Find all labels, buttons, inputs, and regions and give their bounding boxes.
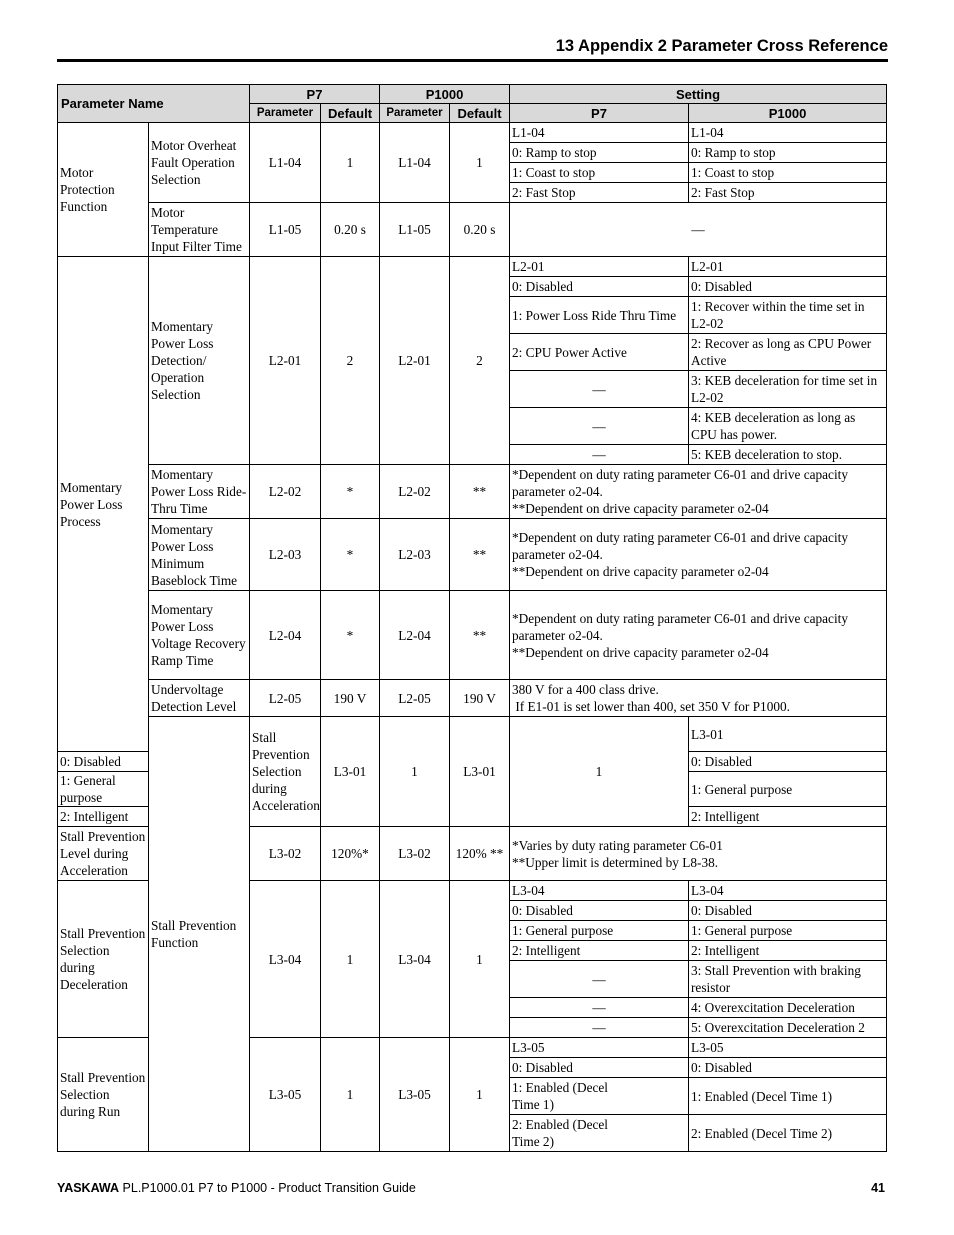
setting-p1000: 3: KEB deceleration for time set in L2-02 — [689, 371, 887, 408]
setting-p7: L3-05 — [510, 1038, 689, 1058]
setting-p1000: 3: Stall Prevention with braking resistor — [689, 961, 887, 998]
p1000-default-l1-05: 0.20 s — [450, 203, 510, 257]
setting-p1000: 5: KEB deceleration to stop. — [689, 445, 887, 465]
setting-p1000: 2: Intelligent — [689, 807, 887, 827]
setting-p7: — — [510, 961, 689, 998]
setting-note — [510, 591, 887, 680]
table-row — [58, 519, 887, 591]
header-setting-p7: P7 — [510, 104, 689, 123]
setting-note — [510, 680, 887, 717]
setting-p7: 0: Disabled — [510, 277, 689, 297]
group-motor-protection: Motor Protection Function — [58, 123, 149, 257]
p7-default-l2-02: * — [321, 465, 380, 519]
setting-p1000: 1: Coast to stop — [689, 163, 887, 183]
setting-p7: — — [510, 998, 689, 1018]
note-line: *Dependent on duty rating parameter C6-01 and drive capacity parameter o2-04. — [512, 467, 848, 499]
p7-param-l2-04: L2-04 — [250, 591, 321, 680]
note-line: **Upper limit is determined by L8-38. — [512, 854, 719, 870]
group-stall-prevention: Stall Prevention Function — [149, 717, 250, 1152]
setting-p7: 0: Ramp to stop — [510, 143, 689, 163]
group-momentary-power-loss: Momentary Power Loss Process — [58, 257, 149, 752]
setting-p7: L1-04 — [510, 123, 689, 143]
header-p7: P7 — [250, 85, 380, 104]
param-name-l3-02: Stall Prevention Level during Acceleration — [58, 827, 149, 881]
param-name-l2-05: Undervoltage Detection Level — [149, 680, 250, 717]
header-rule — [57, 59, 888, 62]
p1000-default-l2-04: ** — [450, 591, 510, 680]
setting-p7: 1: Coast to stop — [510, 163, 689, 183]
setting-p7: — — [510, 445, 689, 465]
setting-p1000: 2: Intelligent — [689, 941, 887, 961]
note-line: *Dependent on duty rating parameter C6-01 and drive capacity parameter o2-04. — [512, 610, 848, 643]
header-setting: Setting — [510, 85, 887, 104]
setting-p1000: 5: Overexcitation Deceleration 2 — [689, 1018, 887, 1038]
page-title: 13 Appendix 2 Parameter Cross Reference — [555, 37, 888, 55]
header-p1000-parameter: Parameter — [380, 104, 450, 123]
p1000-default-l1-04: 1 — [450, 123, 510, 203]
setting-p7: 1: General purpose — [510, 921, 689, 941]
table-row — [58, 591, 887, 680]
param-name-l3-05: Stall Prevention Selection during Run — [58, 1038, 149, 1152]
setting-p7: L2-01 — [510, 257, 689, 277]
table-row — [58, 680, 887, 717]
setting-p7: 2: Intelligent — [58, 807, 149, 827]
setting-p1000: 0: Disabled — [689, 901, 887, 921]
p7-default-l3-05: 1 — [321, 1038, 380, 1152]
note-line: If E1-01 is set lower than 400, set 350 V for P1000. — [512, 699, 790, 714]
p7-default-l2-04: * — [321, 591, 380, 680]
p1000-param-l2-01: L2-01 — [380, 257, 450, 465]
setting-p1000: L3-05 — [689, 1038, 887, 1058]
p1000-default-l3-02: 120% ** — [450, 827, 510, 881]
param-name-l3-04: Stall Prevention Selection during Deceleration — [58, 881, 149, 1038]
page-number: 41 — [871, 1181, 885, 1195]
p7-param-l1-04: L1-04 — [250, 123, 321, 203]
note-line: 380 V for a 400 class drive. — [512, 682, 659, 697]
setting-p7: 1: Power Loss Ride Thru Time — [510, 297, 689, 334]
setting-p1000: L2-01 — [689, 257, 887, 277]
p7-default-l2-03: * — [321, 519, 380, 591]
setting-p1000: 1: General purpose — [689, 772, 887, 807]
setting-p1000: 1: Enabled (Decel Time 1) — [689, 1078, 887, 1115]
header-p1000: P1000 — [380, 85, 510, 104]
p1000-default-l3-04: 1 — [450, 881, 510, 1038]
setting-p7: — — [510, 408, 689, 445]
note-line: **Dependent on drive capacity parameter o2-04 — [512, 501, 769, 516]
setting-p7: L3-01 — [689, 717, 887, 752]
page-footer — [57, 1181, 885, 1195]
p7-default-l1-05: 0.20 s — [321, 203, 380, 257]
p7-default-l3-04: 1 — [321, 881, 380, 1038]
note-line: *Varies by duty rating parameter C6-01 — [512, 837, 723, 853]
setting-p7: 1: Enabled (Decel Time 1) — [510, 1078, 689, 1115]
p7-param-l3-01: L3-01 — [321, 717, 380, 827]
setting-p1000: L1-04 — [689, 123, 887, 143]
setting-p7: 0: Disabled — [510, 901, 689, 921]
p7-default-l3-02: 120%* — [321, 827, 380, 881]
setting-p1000: L3-04 — [689, 881, 887, 901]
p7-param-l2-03: L2-03 — [250, 519, 321, 591]
note-line: **Dependent on drive capacity parameter o2-04 — [512, 564, 769, 579]
p1000-param-l2-04: L2-04 — [380, 591, 450, 680]
p7-param-l3-05: L3-05 — [250, 1038, 321, 1152]
p1000-param-l3-01: L3-01 — [450, 717, 510, 827]
setting-p1000: 0: Disabled — [689, 1058, 887, 1078]
table-row — [58, 203, 887, 257]
param-name-l3-01: Stall Prevention Selection during Acceleration — [250, 717, 321, 827]
header-setting-p1000: P1000 — [689, 104, 887, 123]
setting-p1000: 2: Recover as long as CPU Power Active — [689, 334, 887, 371]
p1000-param-l3-05: L3-05 — [380, 1038, 450, 1152]
setting-p7: 0: Disabled — [510, 1058, 689, 1078]
param-name-l1-04: Motor Overheat Fault Operation Selection — [149, 123, 250, 203]
p1000-default-l2-02: ** — [450, 465, 510, 519]
p1000-param-l3-04: L3-04 — [380, 881, 450, 1038]
p1000-param-l1-05: L1-05 — [380, 203, 450, 257]
p7-param-l3-04: L3-04 — [250, 881, 321, 1038]
parameter-cross-reference-table — [57, 84, 887, 1152]
setting-note — [510, 827, 887, 881]
param-name-l2-03: Momentary Power Loss Minimum Baseblock Time — [149, 519, 250, 591]
setting-p7: — — [510, 1018, 689, 1038]
setting-p1000: 0: Disabled — [689, 752, 887, 772]
setting-p1000: 1: Recover within the time set in L2-02 — [689, 297, 887, 334]
p1000-default-l2-03: ** — [450, 519, 510, 591]
p1000-param-l2-05: L2-05 — [380, 680, 450, 717]
param-name-l2-01: Momentary Power Loss Detection/ Operation Selection — [149, 257, 250, 465]
brand-name: YASKAWA — [57, 1181, 120, 1195]
setting-p1000: 4: Overexcitation Deceleration — [689, 998, 887, 1018]
p7-default-l2-01: 2 — [321, 257, 380, 465]
setting-dash: — — [510, 203, 887, 257]
p1000-default-l2-05: 190 V — [450, 680, 510, 717]
header-p1000-default: Default — [450, 104, 510, 123]
p1000-param-l2-02: L2-02 — [380, 465, 450, 519]
note-line: **Dependent on drive capacity parameter o2-04 — [512, 644, 769, 660]
header-parameter-name: Parameter Name — [58, 85, 250, 123]
p7-param-l2-02: L2-02 — [250, 465, 321, 519]
p1000-default-l2-01: 2 — [450, 257, 510, 465]
document-title: PL.P1000.01 P7 to P1000 - Product Transition Guide — [119, 1181, 416, 1195]
table-row — [58, 465, 887, 519]
setting-p7: 1: General purpose — [58, 772, 149, 807]
header-p7-default: Default — [321, 104, 380, 123]
p7-param-l1-05: L1-05 — [250, 203, 321, 257]
setting-p7: — — [510, 371, 689, 408]
setting-p7: 2: Intelligent — [510, 941, 689, 961]
setting-note — [510, 465, 887, 519]
setting-p7: 2: CPU Power Active — [510, 334, 689, 371]
p7-default-l3-01: 1 — [380, 717, 450, 827]
table-row — [58, 123, 887, 143]
setting-p1000: 1: General purpose — [689, 921, 887, 941]
table-row — [58, 717, 887, 752]
p1000-default-l3-01: 1 — [510, 717, 689, 827]
p7-default-l2-05: 190 V — [321, 680, 380, 717]
setting-p7: 2: Fast Stop — [510, 183, 689, 203]
setting-p7: L3-04 — [510, 881, 689, 901]
param-name-l2-04: Momentary Power Loss Voltage Recovery Ramp Time — [149, 591, 250, 680]
p7-param-l2-01: L2-01 — [250, 257, 321, 465]
setting-p1000: 2: Enabled (Decel Time 2) — [689, 1115, 887, 1152]
header-p7-parameter: Parameter — [250, 104, 321, 123]
setting-p1000: 2: Fast Stop — [689, 183, 887, 203]
p1000-default-l3-05: 1 — [450, 1038, 510, 1152]
setting-note — [510, 519, 887, 591]
p7-param-l2-05: L2-05 — [250, 680, 321, 717]
param-name-l2-02: Momentary Power Loss Ride-Thru Time — [149, 465, 250, 519]
table-row — [58, 257, 887, 277]
p7-param-l3-02: L3-02 — [250, 827, 321, 881]
param-name-l1-05: Motor Temperature Input Filter Time — [149, 203, 250, 257]
p1000-param-l3-02: L3-02 — [380, 827, 450, 881]
setting-p7: 2: Enabled (Decel Time 2) — [510, 1115, 689, 1152]
setting-p7: 0: Disabled — [58, 752, 149, 772]
note-line: *Dependent on duty rating parameter C6-01 and drive capacity parameter o2-04. — [512, 530, 848, 562]
p1000-param-l2-03: L2-03 — [380, 519, 450, 591]
setting-p1000: 0: Disabled — [689, 277, 887, 297]
setting-p1000: 0: Ramp to stop — [689, 143, 887, 163]
p7-default-l1-04: 1 — [321, 123, 380, 203]
setting-p1000: 4: KEB deceleration as long as CPU has power. — [689, 408, 887, 445]
p1000-param-l1-04: L1-04 — [380, 123, 450, 203]
